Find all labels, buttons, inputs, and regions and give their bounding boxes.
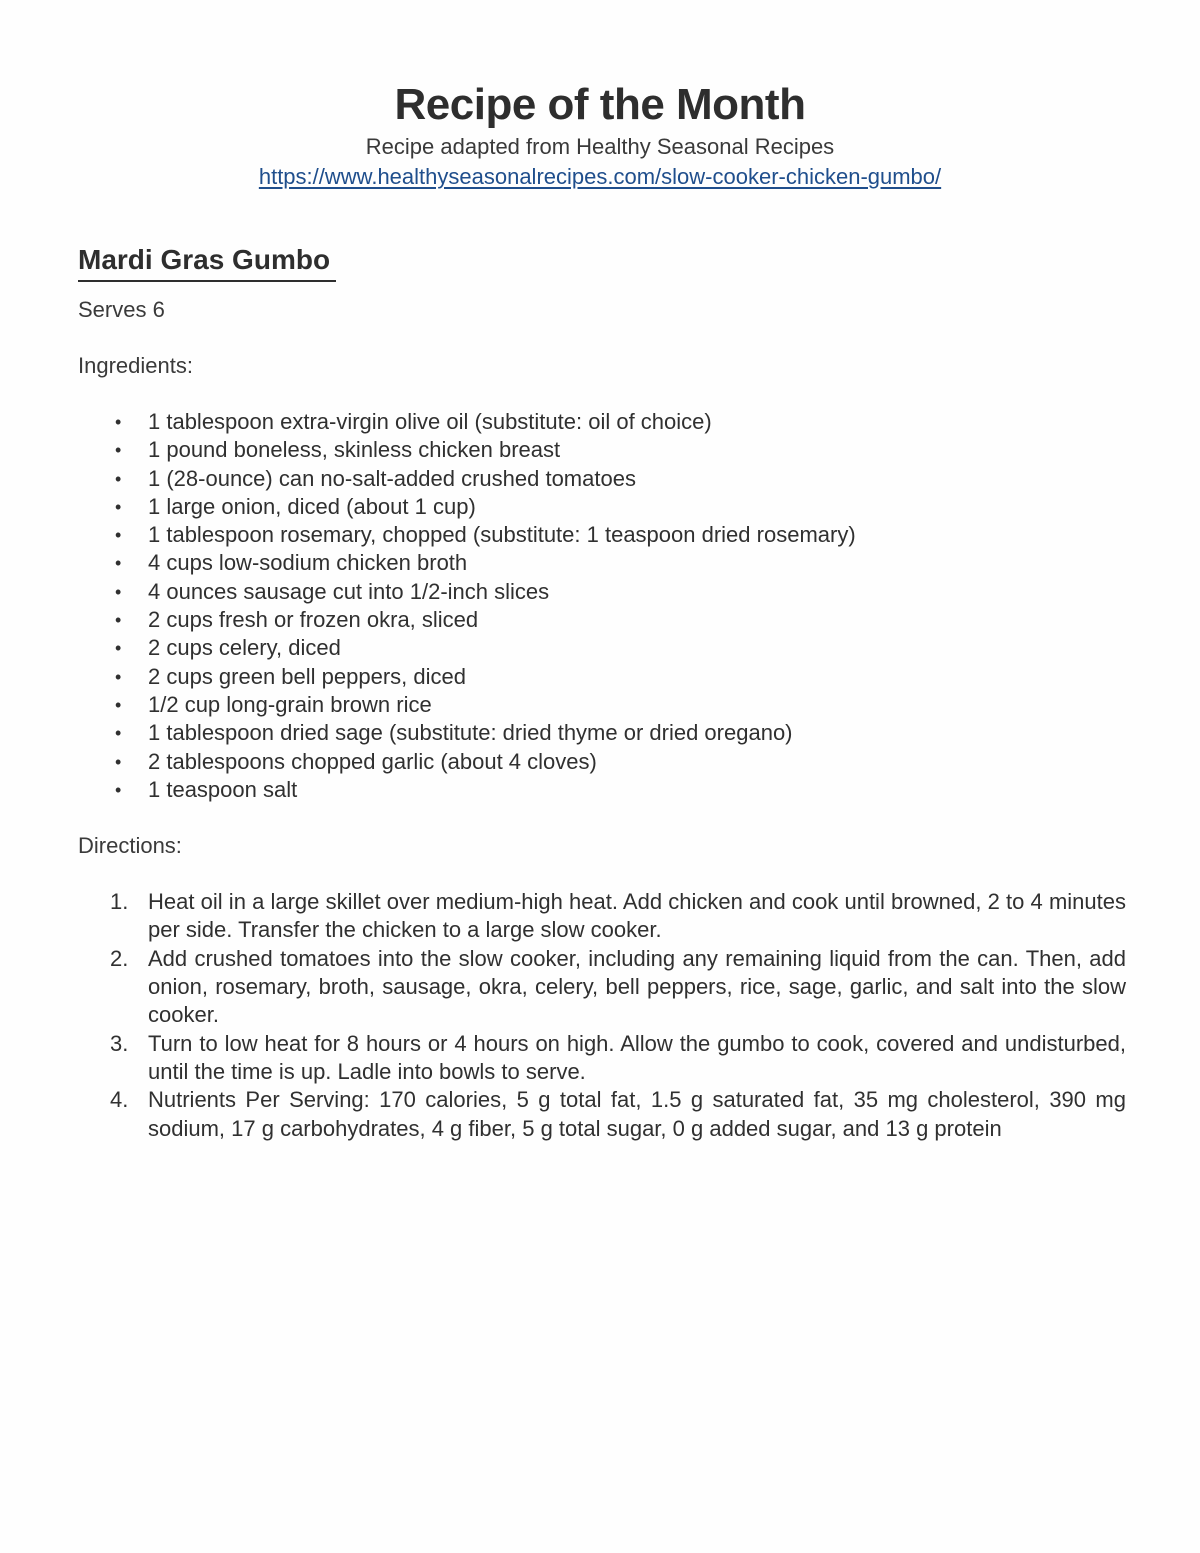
bullet-icon: • xyxy=(115,525,122,546)
directions-heading: Directions: xyxy=(78,833,182,859)
ingredient-item xyxy=(78,719,1126,747)
ingredient-text: 2 tablespoons chopped garlic (about 4 cloves) xyxy=(148,748,597,774)
bullet-icon: • xyxy=(115,779,122,800)
bullet-icon: • xyxy=(115,553,122,574)
bullet-icon: • xyxy=(115,496,122,517)
ingredient-text: 4 cups low-sodium chicken broth xyxy=(148,550,468,576)
bullet-icon: • xyxy=(115,440,122,461)
ingredients-list xyxy=(78,408,1126,804)
ingredient-text: 1 large onion, diced (about 1 cup) xyxy=(148,493,476,519)
serves-text: Serves 6 xyxy=(78,297,165,322)
ingredient-item xyxy=(78,436,1126,464)
directions-list xyxy=(78,888,1126,1143)
direction-step xyxy=(78,945,1126,1030)
step-text: Turn to low heat for 8 hours or 4 hours on high. Allow the gumbo to cook, covered and undisturbed, until the time is up. Ladle into bowls to serve. xyxy=(148,1030,1126,1084)
ingredient-item xyxy=(78,493,1126,521)
document-header xyxy=(0,78,1200,192)
ingredient-text: 1/2 cup long-grain brown rice xyxy=(148,691,432,717)
bullet-icon: • xyxy=(115,610,122,631)
ingredient-text: 2 cups celery, diced xyxy=(148,635,341,661)
bullet-icon: • xyxy=(115,638,122,659)
ingredient-item xyxy=(78,691,1126,719)
ingredient-item xyxy=(78,465,1126,493)
ingredient-text: 1 pound boneless, skinless chicken breast xyxy=(148,437,561,463)
step-text: Add crushed tomatoes into the slow cooker, including any remaining liquid from the can. Then, add onion, rosemary, broth, sausage, okra, celery, bell peppers, rice, sage, garlic, and salt into the slow cooker. xyxy=(148,945,1126,1028)
bullet-icon: • xyxy=(115,723,122,744)
ingredient-item xyxy=(78,549,1126,577)
step-number: 4. xyxy=(110,1087,129,1113)
direction-step xyxy=(78,888,1126,945)
ingredient-item xyxy=(78,408,1126,436)
source-attribution: Recipe adapted from Healthy Seasonal Recipes xyxy=(365,134,835,159)
step-number: 1. xyxy=(110,889,129,915)
direction-step xyxy=(78,1030,1126,1087)
ingredient-item xyxy=(78,663,1126,691)
ingredient-item xyxy=(78,578,1126,606)
bullet-icon: • xyxy=(115,694,122,715)
step-text: Heat oil in a large skillet over medium-high heat. Add chicken and cook until browned, 2 to 4 minutes per side. Transfer the chicken to a large slow cooker. xyxy=(148,889,1126,943)
ingredient-text: 2 cups fresh or frozen okra, sliced xyxy=(148,607,479,633)
ingredient-text: 1 teaspoon salt xyxy=(148,776,298,802)
ingredient-item xyxy=(78,634,1126,662)
bullet-icon: • xyxy=(115,412,122,432)
bullet-icon: • xyxy=(115,751,122,772)
ingredient-item xyxy=(78,521,1126,549)
recipe-title: Mardi Gras Gumbo xyxy=(78,240,336,282)
step-number: 2. xyxy=(110,945,129,971)
ingredient-text: 4 ounces sausage cut into 1/2-inch slices xyxy=(148,578,550,604)
step-number: 3. xyxy=(110,1030,129,1056)
ingredient-item xyxy=(78,606,1126,634)
source-link[interactable]: https://www.healthyseasonalrecipes.com/slow-cooker-chicken-gumbo/ xyxy=(258,164,942,189)
step-text: Nutrients Per Serving: 170 calories, 5 g total fat, 1.5 g saturated fat, 35 mg cholesterol, 390 mg sodium, 17 g carbohydrates, 4 g fiber, 5 g total sugar, 0 g added sugar, and 13 g protein xyxy=(148,1087,1126,1141)
bullet-icon: • xyxy=(115,468,122,489)
bullet-icon: • xyxy=(115,666,122,687)
ingredient-text: 1 tablespoon extra-virgin olive oil (substitute: oil of choice) xyxy=(148,409,712,434)
ingredients-heading: Ingredients: xyxy=(78,353,193,378)
ingredient-item xyxy=(78,748,1126,776)
ingredient-text: 1 (28-ounce) can no-salt-added crushed tomatoes xyxy=(148,465,636,491)
page-title: Recipe of the Month xyxy=(394,80,806,129)
ingredient-item xyxy=(78,776,1126,804)
ingredient-text: 2 cups green bell peppers, diced xyxy=(148,663,466,689)
ingredient-text: 1 tablespoon rosemary, chopped (substitute: 1 teaspoon dried rosemary) xyxy=(148,522,856,548)
ingredient-text: 1 tablespoon dried sage (substitute: dried thyme or dried oregano) xyxy=(148,720,793,746)
direction-step xyxy=(78,1086,1126,1143)
bullet-icon: • xyxy=(115,581,122,602)
recipe-content xyxy=(78,240,1126,1143)
